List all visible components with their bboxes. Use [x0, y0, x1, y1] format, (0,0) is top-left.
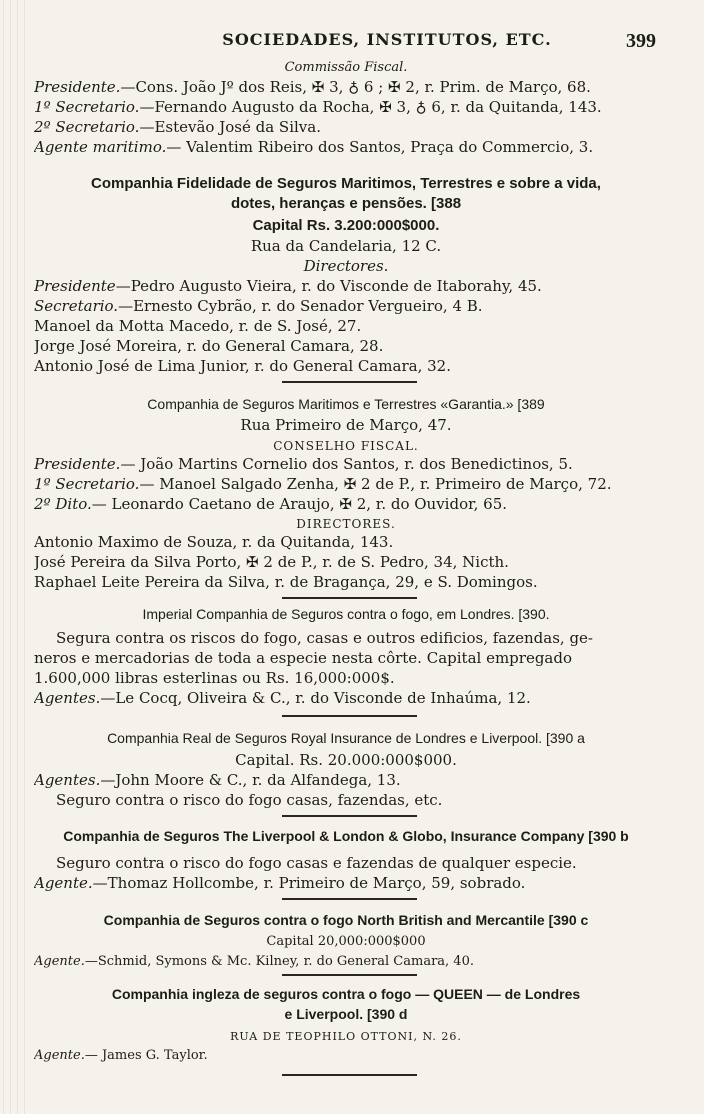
company-title: Companhia de Seguros contra o fogo North British and Mercantile [390 c	[103, 912, 589, 928]
section-divider	[282, 898, 417, 900]
entry-text: —Le Cocq, Oliveira & C., r. do Visconde de Inhaúma, 12.	[100, 689, 531, 707]
entry-line	[34, 276, 658, 296]
capital: Capital Rs. 3.200:000$000.	[252, 217, 440, 234]
company-title-cont: dotes, heranças e pensões. [388	[230, 195, 462, 212]
entry-line	[34, 296, 658, 316]
capital: Capital. Rs. 20.000:000$000.	[235, 751, 457, 769]
entry-line: Antonio Maximo de Souza, r. da Quitanda, 143.	[34, 533, 394, 551]
section-divider	[282, 381, 417, 383]
entry-line: Antonio José de Lima Junior, r. do General Camara, 32.	[34, 357, 451, 375]
company-title: Companhia Fidelidade de Seguros Maritimos, Terrestres e sobre a vida,	[91, 175, 601, 192]
section-divider	[282, 1074, 417, 1076]
section-divider	[282, 815, 417, 817]
entry-text: —John Moore & C., r. da Alfandega, 13.	[100, 771, 401, 789]
entry-line: Manoel da Motta Macedo, r. de S. José, 27.	[34, 317, 362, 335]
entry-label: 2º Dito.	[34, 495, 92, 513]
entry-text: —Schmid, Symons & Mc. Kilney, r. do General Camara, 40.	[84, 954, 474, 969]
entry-text: —Pedro Augusto Vieira, r. do Visconde de Itaborahy, 45.	[115, 277, 542, 295]
entry-line	[34, 454, 658, 474]
entry-label: Agentes.	[34, 771, 101, 789]
paragraph-line: Seguro contra o risco do fogo casas e fazendas de qualquer especie.	[56, 854, 577, 872]
address: RUA DE TEOPHILO OTTONI, N. 26.	[230, 1030, 462, 1043]
entry-label: 1º Secretario.	[34, 475, 140, 493]
company-title: Imperial Companhia de Seguros contra o fogo, em Londres. [390.	[142, 606, 550, 622]
section-subtitle: Directores.	[303, 257, 389, 275]
entry-text: —Thomaz Hollcombe, r. Primeiro de Março, 59, sobrado.	[92, 874, 526, 892]
section-subtitle: DIRECTORES.	[296, 517, 396, 531]
entry-text: — Leonardo Caetano de Araujo, ✠ 2, r. do Ouvidor, 65.	[91, 495, 508, 513]
entry-line	[34, 117, 658, 137]
company-title-cont: e Liverpool. [390 d	[284, 1006, 408, 1022]
entry-label: Agente.	[34, 874, 93, 892]
company-title: Companhia de Seguros Maritimos e Terrestres «Garantia.» [389	[147, 396, 545, 412]
address: Rua Primeiro de Março, 47.	[240, 416, 452, 434]
entry-line	[34, 77, 658, 97]
entry-text: —Cons. João Jº dos Reis, ✠ 3, ♁ 6 ; ✠ 2, r. Prim. de Março, 68.	[120, 78, 591, 96]
paragraph-line: Segura contra os riscos do fogo, casas e outros edificios, fazendas, ge-	[56, 629, 593, 647]
section-subtitle: CONSELHO FISCAL.	[273, 439, 419, 453]
entry-text: — João Martins Cornelio dos Santos, r. dos Benedictinos, 5.	[120, 455, 573, 473]
section-divider	[282, 974, 417, 976]
entry-label: Agente.	[34, 1048, 85, 1063]
entry-text: — Valentim Ribeiro dos Santos, Praça do Commercio, 3.	[166, 138, 594, 156]
section-divider	[282, 715, 417, 717]
entry-label: Presidente.	[34, 455, 121, 473]
section-divider	[282, 597, 417, 599]
entry-text: — James G. Taylor.	[84, 1048, 208, 1063]
entry-line	[34, 873, 658, 893]
entry-line	[34, 97, 658, 117]
binding-gutter	[0, 0, 30, 1114]
entry-line	[34, 952, 658, 972]
capital: Capital 20,000:000$000	[266, 934, 426, 949]
entry-line	[34, 137, 658, 157]
company-title: Companhia ingleza de seguros contra o fogo — QUEEN — de Londres	[111, 986, 581, 1002]
entry-text: —Estevão José da Silva.	[139, 118, 321, 136]
entry-label: Presidente	[34, 277, 116, 295]
entry-label: Presidente.	[34, 78, 121, 96]
paragraph-line: Seguro contra o risco do fogo casas, fazendas, etc.	[56, 791, 443, 809]
entry-line	[34, 474, 658, 494]
entry-label: Agente maritimo.	[34, 138, 167, 156]
entry-line	[34, 494, 658, 514]
page-number: 399	[626, 30, 656, 52]
entry-text: —Ernesto Cybrão, r. do Senador Vergueiro, 4 B.	[118, 297, 483, 315]
company-title: Companhia Real de Seguros Royal Insurance de Londres e Liverpool. [390 a	[107, 730, 585, 746]
section-subtitle: Commissão Fiscal.	[284, 60, 408, 75]
paragraph-line: 1.600,000 libras esterlinas ou Rs. 16,000:000$.	[34, 669, 395, 687]
address: Rua da Candelaria, 12 C.	[250, 237, 442, 255]
entry-label: 2º Secretario.	[34, 118, 140, 136]
entry-line	[34, 770, 658, 790]
entry-label: Agente.	[34, 954, 85, 969]
entry-line: Raphael Leite Pereira da Silva, r. de Bragança, 29, e S. Domingos.	[34, 573, 538, 591]
entry-line	[34, 1046, 658, 1066]
entry-label: Secretario.	[34, 297, 119, 315]
company-title: Companhia de Seguros The Liverpool & London & Globo, Insurance Company [390 b	[63, 828, 629, 844]
entry-label: Agentes.	[34, 689, 101, 707]
entry-text: —Fernando Augusto da Rocha, ✠ 3, ♁ 6, r. da Quitanda, 143.	[139, 98, 602, 116]
entry-label: 1º Secretario.	[34, 98, 140, 116]
entry-line	[34, 688, 658, 708]
entry-line: José Pereira da Silva Porto, ✠ 2 de P., r. de S. Pedro, 34, Nicth.	[34, 553, 509, 571]
paragraph-line: neros e mercadorias de toda a especie nesta côrte. Capital empregado	[34, 649, 573, 667]
entry-line: Jorge José Moreira, r. do General Camara, 28.	[34, 337, 384, 355]
running-header: SOCIEDADES, INSTITUTOS, ETC.	[222, 30, 552, 49]
entry-text: — Manoel Salgado Zenha, ✠ 2 de P., r. Primeiro de Março, 72.	[139, 475, 612, 493]
